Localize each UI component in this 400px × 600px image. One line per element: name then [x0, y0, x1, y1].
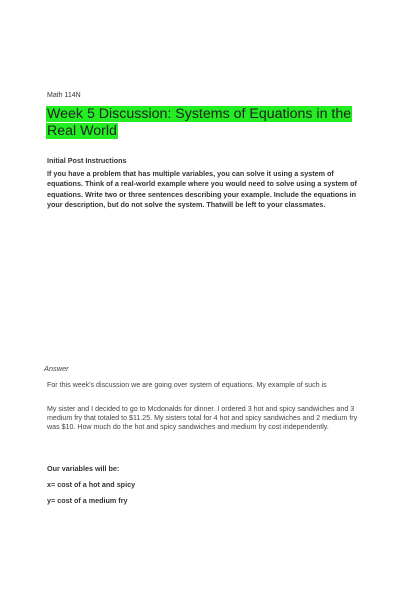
- page-title: [46, 106, 356, 140]
- instructions-body: If you have a problem that has multiple variables, you can solve it using a system of equations. Think of a real-world example where you would need to solve using a system of equations. Write two or three sentences describing your example. Include the equations in your description, but do not solve the system. Thatwill be left to your classmates.: [47, 169, 357, 210]
- answer-intro-paragraph: For this week's discussion we are going over system of equations. My example of such is: [47, 381, 327, 389]
- instructions-heading: Initial Post Instructions: [47, 156, 127, 165]
- variable-y-definition: y= cost of a medium fry: [47, 496, 128, 505]
- course-code: Math 114N: [47, 92, 81, 99]
- answer-example-paragraph: My sister and I decided to go to Mcdonalds for dinner. I ordered 3 hot and spicy sandwiches and 3 medium fry that totaled to $11.25. My sisters total for 4 hot and spicy sandwiches and 2 medium fry was $10. How much do the hot and spicy sandwiches and medium fry cost independently.: [47, 405, 358, 432]
- answer-label: Answer: [44, 364, 69, 373]
- variable-x-definition: x= cost of a hot and spicy: [47, 480, 136, 489]
- title-highlight: Week 5 Discussion: Systems of Equations in the Real World: [47, 106, 352, 139]
- variables-heading: Our variables will be:: [47, 464, 120, 473]
